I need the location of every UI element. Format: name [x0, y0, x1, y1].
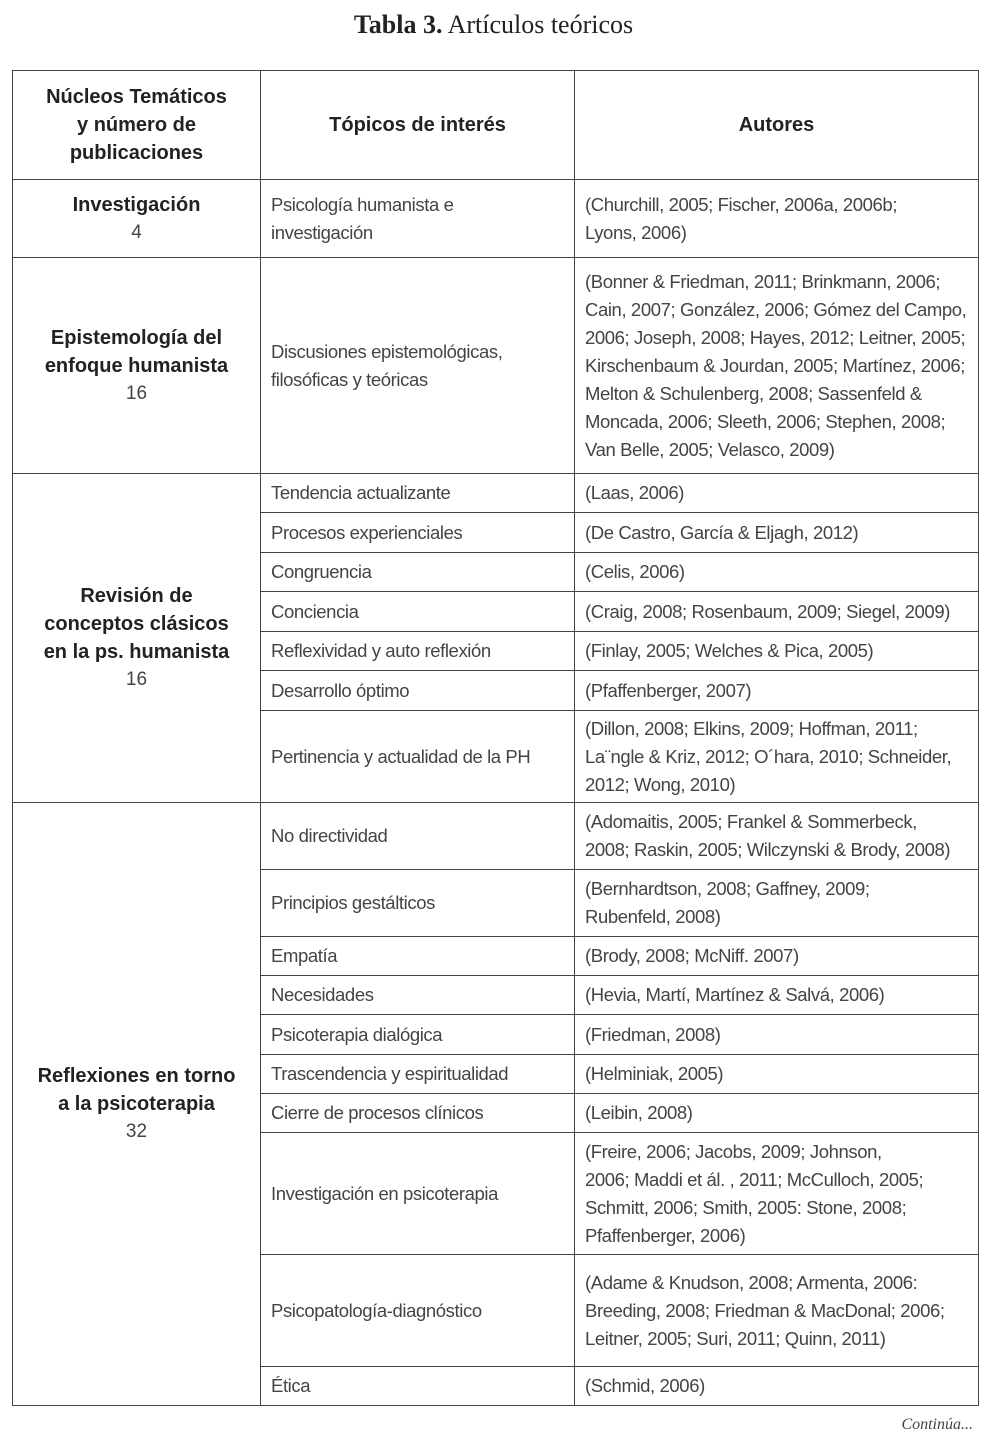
- header-topicos: Tópicos de interés: [261, 71, 575, 180]
- authors-cell: (Leibin, 2008): [575, 1094, 979, 1133]
- authors-cell: (Bonner & Friedman, 2011; Brinkmann, 2006; Cain, 2007; González, 2006; Gómez del Campo, 2006; Joseph, 2008; Hayes, 2012; Leitner, 2005; Kirschenbaum & Jourdan, 2005; Martínez, 2006; Melton & Schulenberg, 2008; Sassenfeld & Moncada, 2006; Sleeth, 2006; Stephen, 2008; Van Belle, 2005; Velasco, 2009): [575, 258, 979, 474]
- table-number: Tabla 3.: [353, 10, 443, 39]
- topic-cell: Necesidades: [261, 976, 575, 1015]
- authors-cell: (Hevia, Martí, Martínez & Salvá, 2006): [575, 976, 979, 1015]
- topic-cell: Ética: [261, 1367, 575, 1406]
- authors-cell: (Brody, 2008; McNiff. 2007): [575, 937, 979, 976]
- table-title: [0, 10, 987, 40]
- topic-cell: Conciencia: [261, 592, 575, 632]
- authors-cell: (Churchill, 2005; Fischer, 2006a, 2006b; Lyons, 2006): [575, 180, 979, 258]
- authors-cell: (Craig, 2008; Rosenbaum, 2009; Siegel, 2009): [575, 592, 979, 632]
- authors-cell: (Celis, 2006): [575, 553, 979, 592]
- group-count: 32: [125, 1121, 148, 1142]
- topic-cell: Psicopatología-diagnóstico: [261, 1255, 575, 1367]
- authors-cell: (Adomaitis, 2005; Frankel & Sommerbeck, 2008; Raskin, 2005; Wilczynski & Brody, 2008): [575, 803, 979, 870]
- header-autores: Autores: [575, 71, 979, 180]
- authors-cell: (Schmid, 2006): [575, 1367, 979, 1406]
- articles-table: [12, 70, 979, 1406]
- topic-cell: Procesos experienciales: [261, 513, 575, 553]
- topic-cell: Psicoterapia dialógica: [261, 1015, 575, 1055]
- topic-cell: Tendencia actualizante: [261, 474, 575, 513]
- topic-cell: Psicología humanista e investigación: [261, 180, 575, 258]
- topic-cell: Empatía: [261, 937, 575, 976]
- authors-cell: (Bernhardtson, 2008; Gaffney, 2009; Rubenfeld, 2008): [575, 870, 979, 937]
- group-cell: [13, 180, 261, 258]
- header-row: [13, 71, 979, 180]
- authors-cell: (Dillon, 2008; Elkins, 2009; Hoffman, 2011; La¨ngle & Kriz, 2012; O´hara, 2010; Schneider, 2012; Wong, 2010): [575, 711, 979, 803]
- header-nucleos: Núcleos Temáticos y número de publicaciones: [13, 71, 261, 180]
- table-row: [13, 180, 979, 258]
- authors-cell: (Pfaffenberger, 2007): [575, 671, 979, 711]
- topic-cell: No directividad: [261, 803, 575, 870]
- group-cell: [13, 474, 261, 803]
- topic-cell: Pertinencia y actualidad de la PH: [261, 711, 575, 803]
- continues-note: Continúa...: [901, 1416, 973, 1433]
- authors-cell: (Helminiak, 2005): [575, 1055, 979, 1094]
- group-name: Epistemología del enfoque humanista: [44, 326, 229, 377]
- group-count: 16: [125, 669, 148, 690]
- topic-cell: Principios gestálticos: [261, 870, 575, 937]
- group-count: 16: [125, 382, 148, 404]
- table-caption: Artículos teóricos: [447, 10, 634, 39]
- authors-cell: (Freire, 2006; Jacobs, 2009; Johnson, 2006; Maddi et ál. , 2011; McCulloch, 2005; Schmitt, 2006; Smith, 2005: Stone, 2008; Pfaffenberger, 2006): [575, 1133, 979, 1255]
- authors-cell: (De Castro, García & Eljagh, 2012): [575, 513, 979, 553]
- group-count: 4: [131, 221, 142, 243]
- group-cell: [13, 803, 261, 1406]
- authors-cell: (Friedman, 2008): [575, 1015, 979, 1055]
- group-cell: [13, 258, 261, 474]
- topic-cell: Reflexividad y auto reflexión: [261, 632, 575, 671]
- table-row: [13, 474, 979, 513]
- topic-cell: Desarrollo óptimo: [261, 671, 575, 711]
- group-name: Reflexiones en torno a la psicoterapia: [37, 1065, 236, 1115]
- group-name: Revisión de conceptos clásicos en la ps. humanista: [43, 585, 230, 663]
- topic-cell: Investigación en psicoterapia: [261, 1133, 575, 1255]
- authors-cell: (Adame & Knudson, 2008; Armenta, 2006: Breeding, 2008; Friedman & MacDonal; 2006; Leitner, 2005; Suri, 2011; Quinn, 2011): [575, 1255, 979, 1367]
- authors-cell: (Finlay, 2005; Welches & Pica, 2005): [575, 632, 979, 671]
- table-row: [13, 803, 979, 870]
- topic-cell: Cierre de procesos clínicos: [261, 1094, 575, 1133]
- authors-cell: (Laas, 2006): [575, 474, 979, 513]
- topic-cell: Discusiones epistemológicas, filosóficas y teóricas: [261, 258, 575, 474]
- topic-cell: Trascendencia y espiritualidad: [261, 1055, 575, 1094]
- table-row: [13, 258, 979, 474]
- topic-cell: Congruencia: [261, 553, 575, 592]
- group-name: Investigación: [72, 193, 201, 216]
